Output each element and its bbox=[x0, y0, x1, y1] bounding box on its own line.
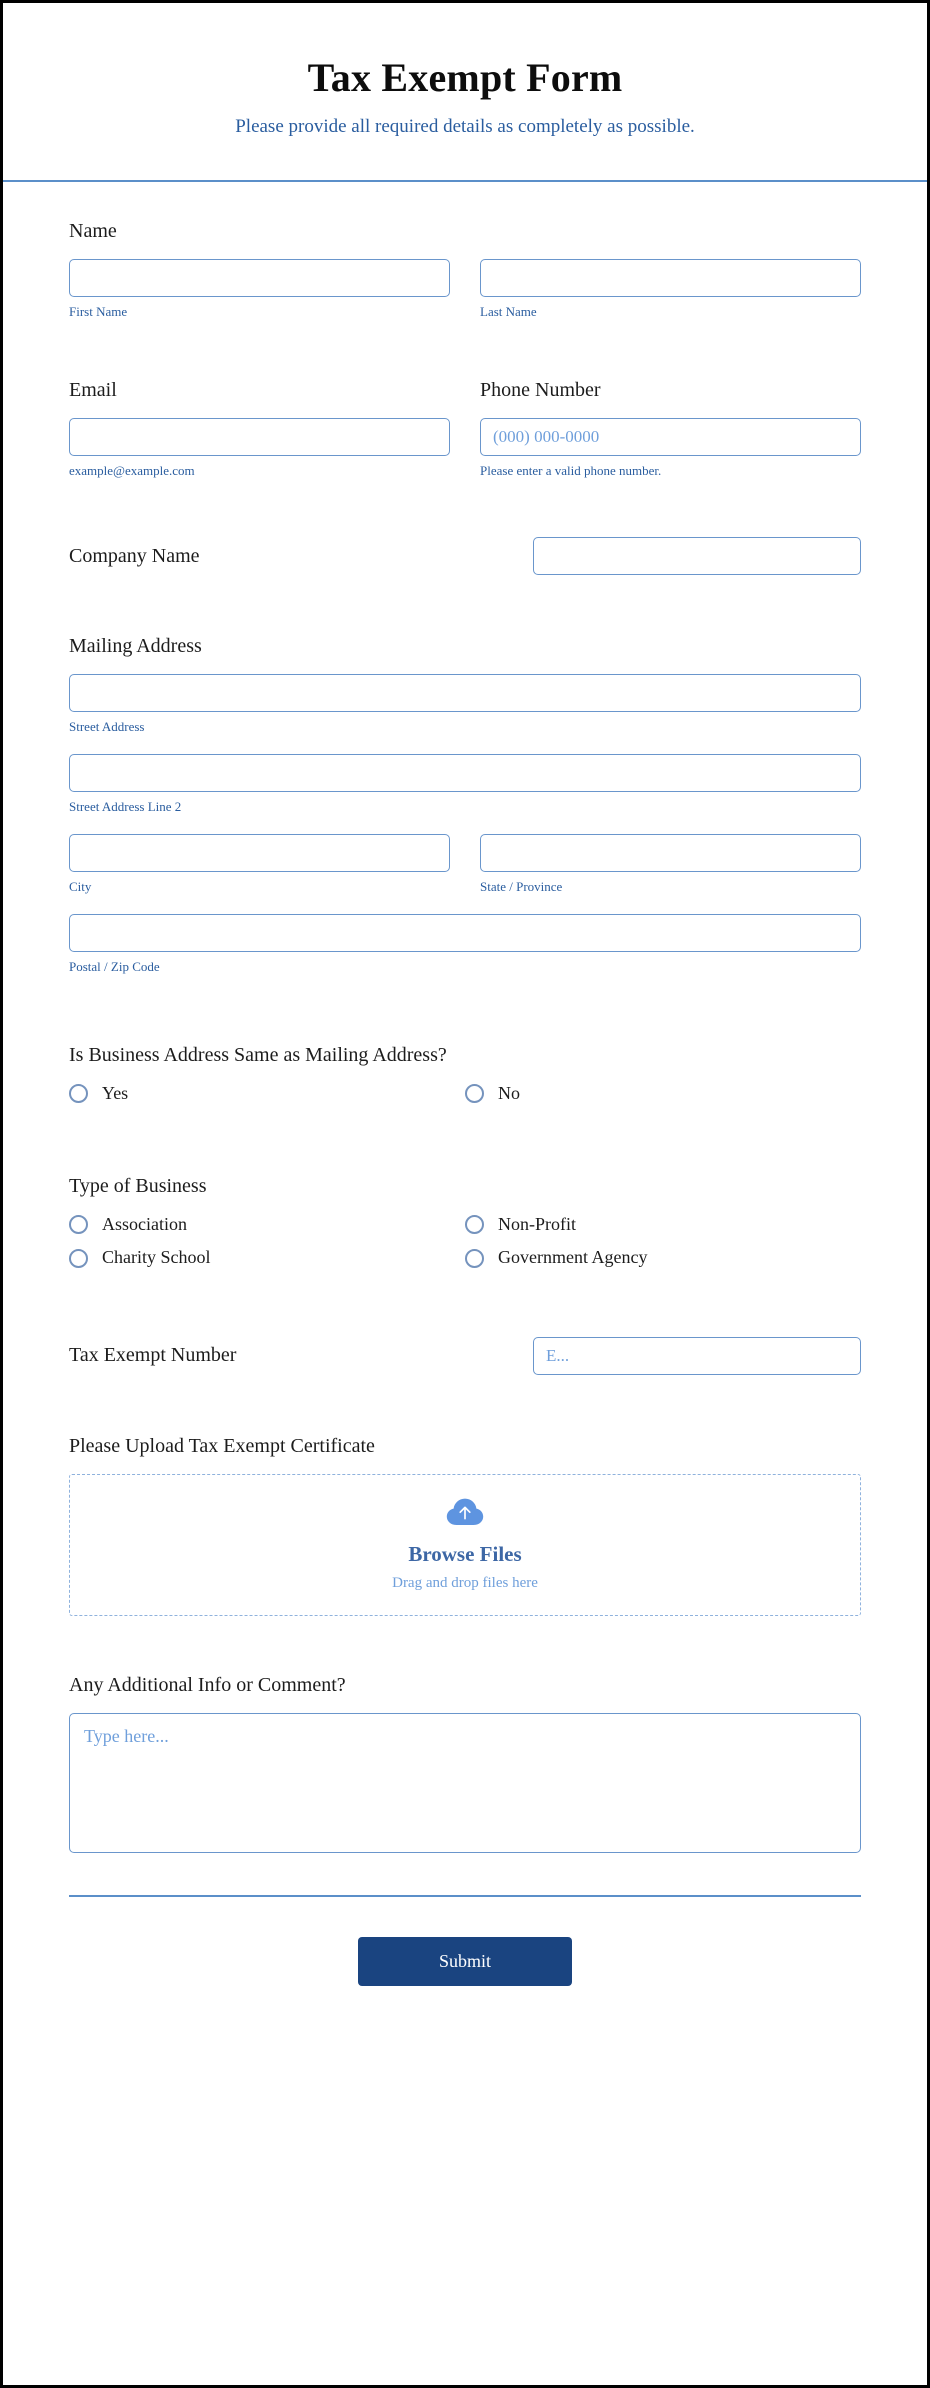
spacer bbox=[69, 575, 861, 633]
city-input[interactable] bbox=[69, 834, 450, 872]
page-title: Tax Exempt Form bbox=[307, 55, 623, 100]
radio-label: No bbox=[498, 1083, 520, 1104]
radio-circle-icon[interactable] bbox=[465, 1215, 484, 1234]
field-upload bbox=[69, 1433, 861, 1616]
page-subtitle: Please provide all required details as completely as possible. bbox=[235, 116, 695, 137]
state-province-input[interactable] bbox=[480, 834, 861, 872]
radio-circle-icon[interactable] bbox=[69, 1249, 88, 1268]
last-name-col bbox=[480, 259, 861, 321]
radio-option-no[interactable] bbox=[465, 1083, 861, 1105]
phone-input[interactable] bbox=[480, 418, 861, 456]
form-header bbox=[3, 3, 927, 182]
state-province-sublabel: State / Province bbox=[480, 879, 563, 895]
field-comments bbox=[69, 1672, 861, 1853]
upload-label: Please Upload Tax Exempt Certificate bbox=[69, 1434, 375, 1457]
spacer bbox=[69, 479, 861, 537]
street-address-sublabel: Street Address bbox=[69, 719, 145, 735]
company-name-input[interactable] bbox=[533, 537, 861, 575]
radio-circle-icon[interactable] bbox=[465, 1249, 484, 1268]
field-name bbox=[69, 218, 861, 321]
spacer bbox=[69, 1375, 861, 1433]
street-address-2-sublabel: Street Address Line 2 bbox=[69, 799, 182, 815]
business-type-radio-group bbox=[69, 1214, 861, 1281]
phone-sublabel: Please enter a valid phone number. bbox=[480, 462, 662, 478]
postal-code-sublabel: Postal / Zip Code bbox=[69, 959, 160, 975]
tax-exempt-number-input[interactable] bbox=[533, 1337, 861, 1375]
last-name-input[interactable] bbox=[480, 259, 861, 297]
spacer bbox=[69, 984, 861, 1042]
radio-label: Non-Profit bbox=[498, 1213, 576, 1234]
radio-option-association[interactable] bbox=[69, 1214, 465, 1236]
spacer bbox=[69, 329, 861, 377]
radio-option-yes[interactable] bbox=[69, 1083, 465, 1105]
browse-files-button[interactable]: Browse Files bbox=[408, 1542, 522, 1567]
company-name-ctrl-wrap bbox=[533, 537, 861, 575]
email-phone-row bbox=[69, 377, 861, 480]
tax-exempt-number-label: Tax Exempt Number bbox=[69, 1344, 237, 1367]
radio-label: Yes bbox=[102, 1083, 129, 1104]
name-row bbox=[69, 259, 861, 321]
field-same-address bbox=[69, 1042, 861, 1117]
first-name-input[interactable] bbox=[69, 259, 450, 297]
email-input[interactable] bbox=[69, 418, 450, 456]
field-mailing-address bbox=[69, 633, 861, 976]
street-address-2-input[interactable] bbox=[69, 754, 861, 792]
same-address-label: Is Business Address Same as Mailing Address? bbox=[69, 1044, 447, 1067]
radio-label: Government Agency bbox=[498, 1247, 648, 1268]
email-sublabel: example@example.com bbox=[69, 462, 195, 478]
city-col bbox=[69, 834, 450, 896]
comments-textarea[interactable] bbox=[69, 1713, 861, 1853]
radio-circle-icon[interactable] bbox=[69, 1084, 88, 1103]
radio-option-non-profit[interactable] bbox=[465, 1214, 861, 1236]
radio-option-government-agency[interactable] bbox=[465, 1247, 861, 1269]
postal-code-input[interactable] bbox=[69, 914, 861, 952]
field-phone bbox=[480, 377, 861, 480]
business-type-label: Type of Business bbox=[69, 1174, 207, 1197]
file-upload-dropzone[interactable] bbox=[69, 1474, 861, 1616]
street-address-input[interactable] bbox=[69, 674, 861, 712]
company-name-label: Company Name bbox=[69, 544, 200, 567]
comments-label: Any Additional Info or Comment? bbox=[69, 1673, 346, 1696]
name-label: Name bbox=[69, 219, 117, 242]
radio-option-charity-school[interactable] bbox=[69, 1247, 465, 1269]
email-label: Email bbox=[69, 378, 117, 401]
spacer bbox=[69, 1624, 861, 1672]
first-name-sublabel: First Name bbox=[69, 303, 128, 319]
tax-exempt-number-ctrl-wrap bbox=[533, 1337, 861, 1375]
field-business-type bbox=[69, 1173, 861, 1281]
last-name-sublabel: Last Name bbox=[480, 303, 537, 319]
phone-label: Phone Number bbox=[480, 378, 601, 401]
field-tax-exempt-number bbox=[69, 1337, 861, 1375]
same-address-radio-group bbox=[69, 1083, 861, 1117]
first-name-col bbox=[69, 259, 450, 321]
field-email bbox=[69, 377, 450, 480]
form-body bbox=[3, 182, 927, 1987]
state-col bbox=[480, 834, 861, 896]
radio-circle-icon[interactable] bbox=[69, 1215, 88, 1234]
city-state-row bbox=[69, 834, 861, 896]
radio-label: Association bbox=[102, 1213, 187, 1234]
spacer bbox=[69, 1289, 861, 1337]
form-footer bbox=[69, 1897, 861, 1987]
drag-drop-hint: Drag and drop files here bbox=[392, 1575, 538, 1592]
cloud-upload-icon bbox=[446, 1497, 484, 1532]
submit-button[interactable]: Submit bbox=[358, 1937, 572, 1987]
mailing-address-label: Mailing Address bbox=[69, 635, 202, 658]
city-sublabel: City bbox=[69, 879, 92, 895]
radio-circle-icon[interactable] bbox=[465, 1084, 484, 1103]
field-company-name bbox=[69, 537, 861, 575]
radio-label: Charity School bbox=[102, 1247, 211, 1268]
spacer bbox=[69, 1125, 861, 1173]
